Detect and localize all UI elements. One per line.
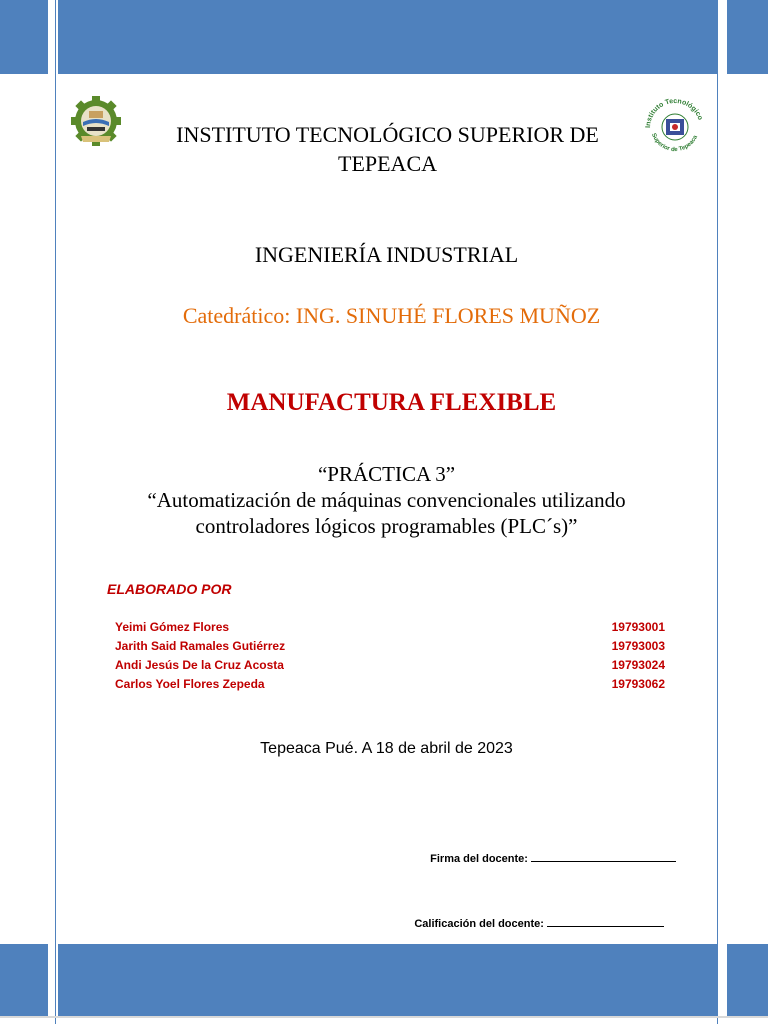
practice-title: “Automatización de máquinas convencionales utilizando controladores lógicos programables (PLC´s)” <box>147 488 626 538</box>
subject-title: MANUFACTURA FLEXIBLE <box>226 389 557 416</box>
signature-field <box>430 850 676 865</box>
student-id: 19793024 <box>611 658 665 672</box>
left-top-band <box>0 0 48 74</box>
student-row <box>115 639 665 658</box>
signature-label: Firma del docente: <box>430 853 528 865</box>
student-name: Andi Jesús De la Cruz Acosta <box>115 658 284 672</box>
right-bottom-band <box>727 944 768 1016</box>
made-by-label: ELABORADO POR <box>107 581 232 597</box>
practice-block <box>55 461 718 539</box>
signature-line <box>531 850 676 862</box>
grade-line <box>547 915 664 927</box>
gear-emblem-logo <box>69 96 123 146</box>
student-name: Carlos Yoel Flores Zepeda <box>115 677 265 691</box>
grade-label: Calificación del docente: <box>414 918 544 930</box>
instituto-tecnologico-logo <box>638 94 712 156</box>
bottom-divider <box>0 1016 768 1018</box>
student-row <box>115 658 665 677</box>
career-name: INGENIERÍA INDUSTRIAL <box>254 242 519 267</box>
svg-text:Instituto Tecnológico: Instituto Tecnológico <box>644 97 704 129</box>
student-name: Jarith Said Ramales Gutiérrez <box>115 639 286 653</box>
teacher-name: Catedrático: ING. SINUHÉ FLORES MUÑOZ <box>182 303 601 328</box>
institute-name: INSTITUTO TECNOLÓGICO SUPERIOR DE TEPEACA <box>176 122 599 176</box>
right-top-band <box>727 0 768 74</box>
student-id: 19793001 <box>611 620 665 634</box>
practice-number: “PRÁCTICA 3” <box>317 462 456 486</box>
student-row <box>115 620 665 639</box>
place-date: Tepeaca Pué. A 18 de abril de 2023 <box>260 740 513 757</box>
student-id: 19793003 <box>611 639 665 653</box>
grade-field <box>414 915 664 930</box>
student-name: Yeimi Gómez Flores <box>115 620 230 634</box>
student-id: 19793062 <box>611 677 665 691</box>
student-row <box>115 677 665 696</box>
left-bottom-band <box>0 944 48 1016</box>
svg-text:Superior de Tepeaca: Superior de Tepeaca <box>650 132 700 154</box>
